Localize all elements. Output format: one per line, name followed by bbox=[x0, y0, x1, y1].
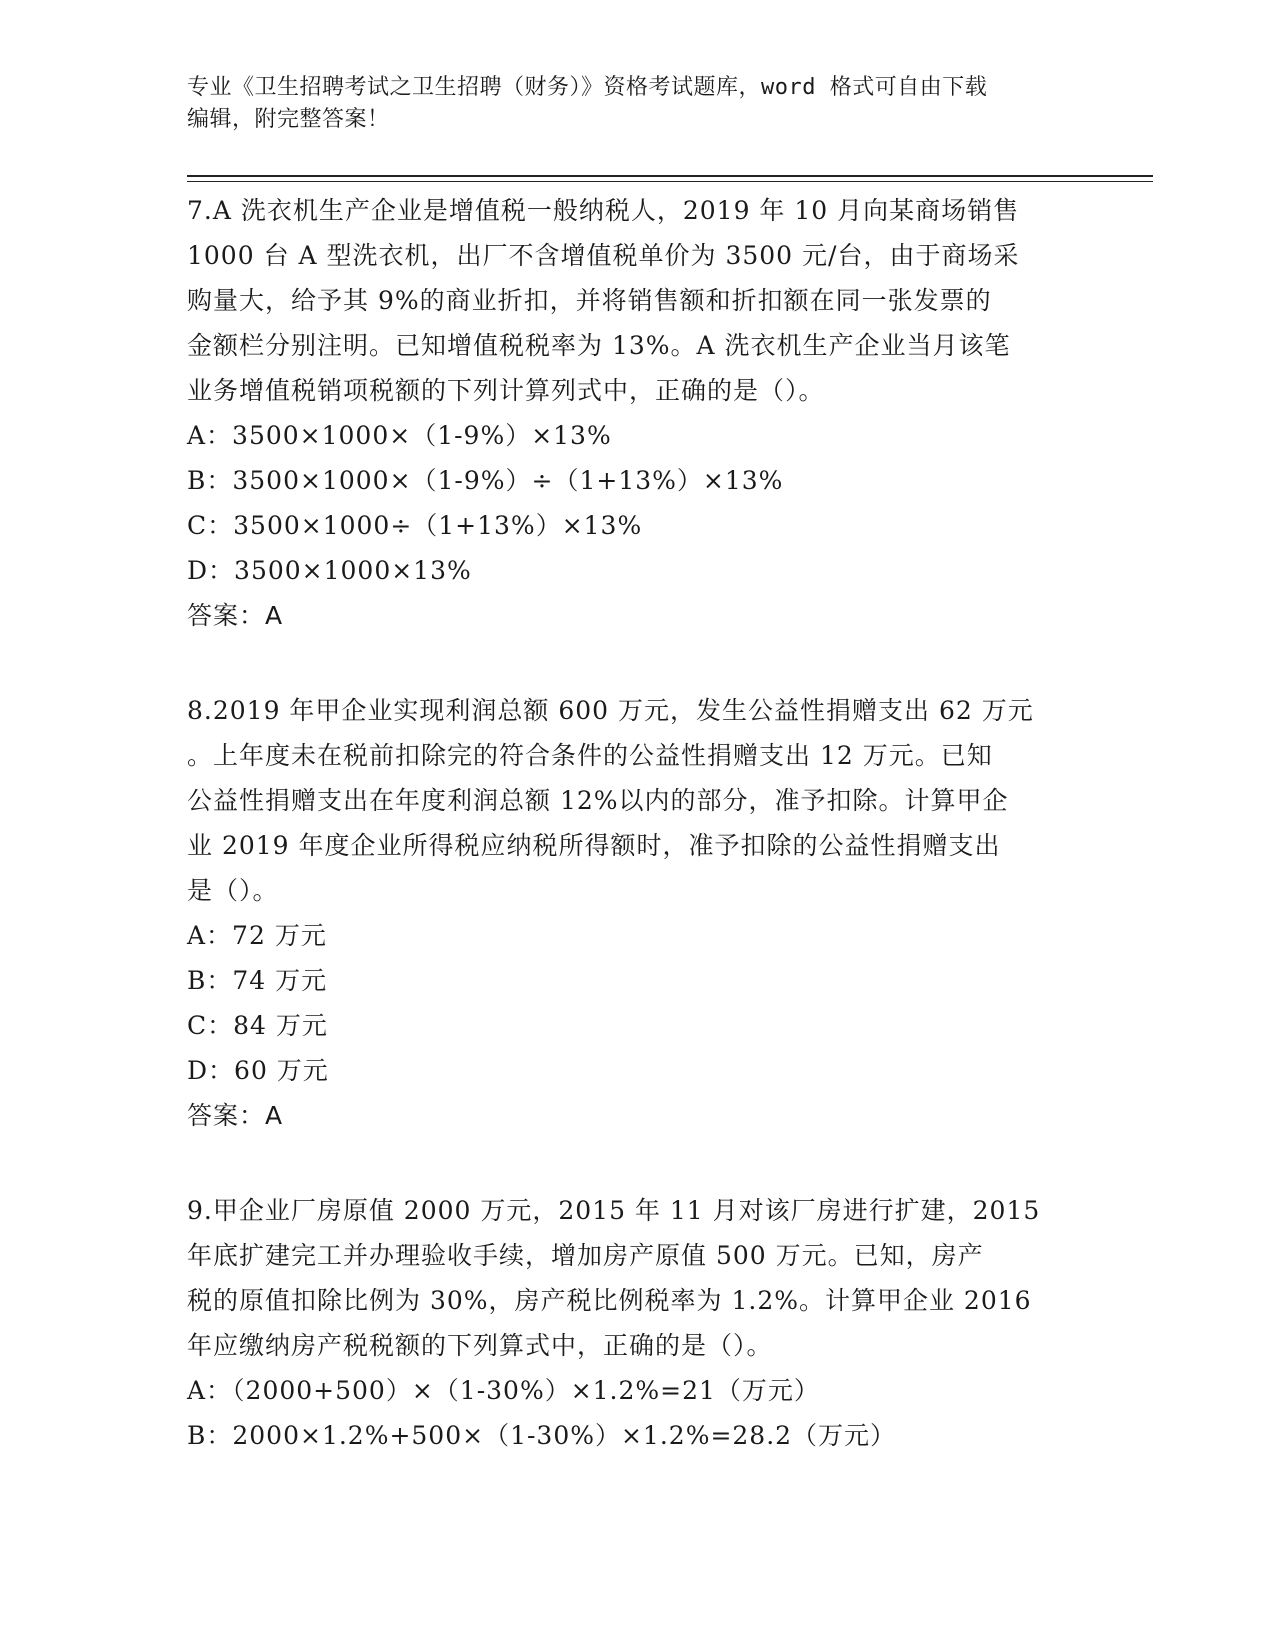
question-stem-line: 。上年度未在税前扣除完的符合条件的公益性捐赠支出 12 万元。已知 bbox=[187, 741, 993, 770]
question-stem-line: 业 2019 年度企业所得税应纳税所得额时，准予扣除的公益性捐赠支出 bbox=[187, 831, 1001, 860]
option-b: B：74 万元 bbox=[187, 966, 328, 995]
question-stem-line: 年底扩建完工并办理验收手续，增加房产原值 500 万元。已知，房产 bbox=[187, 1241, 984, 1270]
answer-label: 答案：A bbox=[187, 1101, 284, 1130]
answer-label: 答案：A bbox=[187, 601, 284, 630]
header-rule-thick bbox=[187, 175, 1153, 177]
question-stem-line: 业务增值税销项税额的下列计算列式中，正确的是（）。 bbox=[187, 376, 825, 405]
question-9 bbox=[187, 1188, 1077, 1458]
question-stem-line: 8.2019 年甲企业实现利润总额 600 万元，发生公益性捐赠支出 62 万元 bbox=[187, 696, 1034, 725]
option-a: A：72 万元 bbox=[187, 921, 327, 950]
option-d: D：60 万元 bbox=[187, 1056, 329, 1085]
option-c: C：84 万元 bbox=[187, 1011, 328, 1040]
question-stem-line: 1000 台 A 型洗衣机，出厂不含增值税单价为 3500 元/台，由于商场采 bbox=[187, 241, 1020, 270]
option-a: A：3500×1000×（1-9%）×13% bbox=[187, 421, 612, 450]
question-stem-line: 9.甲企业厂房原值 2000 万元，2015 年 11 月对该厂房进行扩建，2015 bbox=[187, 1196, 1041, 1225]
question-stem-line: 年应缴纳房产税税额的下列算式中，正确的是（）。 bbox=[187, 1331, 773, 1360]
question-stem-line: 公益性捐赠支出在年度利润总额 12%以内的部分，准予扣除。计算甲企 bbox=[187, 786, 1009, 815]
document-header bbox=[187, 72, 1067, 136]
question-8 bbox=[187, 688, 1077, 1138]
option-d: D：3500×1000×13% bbox=[187, 556, 472, 585]
option-c: C：3500×1000÷（1+13%）×13% bbox=[187, 511, 643, 540]
question-stem-line: 税的原值扣除比例为 30%，房产税比例税率为 1.2%。计算甲企业 2016 bbox=[187, 1286, 1032, 1315]
question-stem-line: 7.A 洗衣机生产企业是增值税一般纳税人，2019 年 10 月向某商场销售 bbox=[187, 196, 1020, 225]
question-7 bbox=[187, 188, 1077, 638]
option-b: B：2000×1.2%+500×（1-30%）×1.2%=28.2（万元） bbox=[187, 1421, 897, 1450]
question-stem-line: 金额栏分别注明。已知增值税税率为 13%。A 洗衣机生产企业当月该笔 bbox=[187, 331, 1011, 360]
question-stem-line: 是（）。 bbox=[187, 876, 279, 905]
header-rule-thin bbox=[187, 181, 1153, 182]
option-a: A：（2000+500）×（1-30%）×1.2%=21（万元） bbox=[187, 1376, 820, 1405]
option-b: B：3500×1000×（1-9%）÷（1+13%）×13% bbox=[187, 466, 784, 495]
question-stem-line: 购量大，给予其 9%的商业折扣，并将销售额和折扣额在同一张发票的 bbox=[187, 286, 992, 315]
header-line-2: 编辑，附完整答案！ bbox=[187, 107, 390, 132]
header-line-1: 专业《卫生招聘考试之卫生招聘（财务）》资格考试题库，word 格式可自由下载 bbox=[187, 75, 988, 100]
